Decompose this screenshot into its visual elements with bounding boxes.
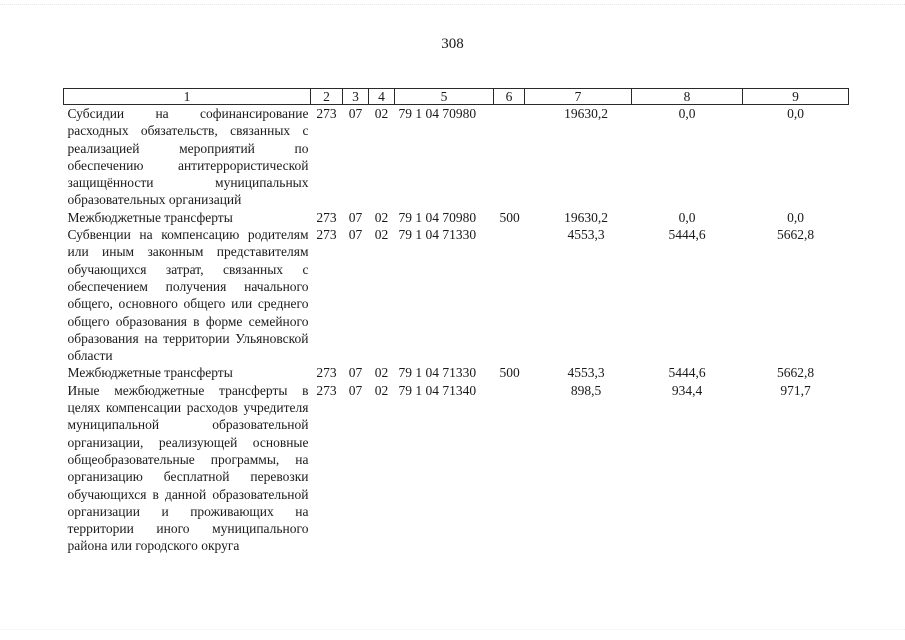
header-col-8: 8 xyxy=(632,89,743,105)
row-amount-col8: 0,0 xyxy=(678,106,696,121)
row-amount-col7: 4553,3 xyxy=(567,365,605,381)
row-name: Межбюджетные трансферты xyxy=(67,209,233,225)
row-target-article: 79 1 04 70980 xyxy=(398,106,477,121)
row-expense-type xyxy=(494,226,525,364)
row-expense-type xyxy=(494,382,525,555)
row-target-article: 79 1 04 70980 xyxy=(398,209,477,225)
row-amount-col9: 0,0 xyxy=(787,209,804,225)
row-admin-code: 273 xyxy=(316,227,337,243)
row-section: 07 xyxy=(348,382,363,398)
row-amount-col7: 4553,3 xyxy=(567,227,605,243)
row-amount-col9: 5662,8 xyxy=(776,365,815,381)
row-admin-code: 273 xyxy=(316,106,337,121)
row-section: 07 xyxy=(348,106,363,121)
row-subsection: 02 xyxy=(374,106,389,121)
row-expense-type: 500 xyxy=(499,365,520,381)
header-col-2: 2 xyxy=(311,89,343,105)
row-amount-col8: 5444,6 xyxy=(668,365,706,381)
budget-table xyxy=(63,88,849,555)
table-row xyxy=(64,226,849,364)
header-col-1: 1 xyxy=(64,89,311,105)
header-col-5: 5 xyxy=(395,89,494,105)
row-admin-code: 273 xyxy=(316,209,337,225)
row-name: Иные межбюджетные трансферты в целях компенсации расходов учредителя муниципальной образовательной организации, реализующей основные общеобразовательные программы, на организацию бесплатной перевозки обучающихся в данной образовательной организации и проживающих на территории иного муниципального района или городского округа xyxy=(67,382,309,554)
header-col-9: 9 xyxy=(743,89,849,105)
row-section: 07 xyxy=(348,365,363,381)
row-expense-type xyxy=(494,105,525,209)
row-amount-col8: 5444,6 xyxy=(668,227,706,243)
scan-noise-bottom xyxy=(0,629,905,632)
table-row xyxy=(64,364,849,381)
row-amount-col7: 19630,2 xyxy=(564,209,608,225)
header-col-6: 6 xyxy=(494,89,525,105)
row-admin-code: 273 xyxy=(316,382,337,398)
row-section: 07 xyxy=(348,209,363,225)
row-amount-col9: 971,7 xyxy=(780,382,811,398)
row-subsection: 02 xyxy=(374,227,389,243)
row-target-article: 79 1 04 71330 xyxy=(398,227,477,243)
table-row xyxy=(64,209,849,226)
row-section: 07 xyxy=(348,227,363,243)
row-amount-col7: 19630,2 xyxy=(564,106,608,121)
row-name: Субсидии на софинансирование расходных обязательств, связанных с реализацией мероприятий по обеспечению антитеррористической защищённости муниципальных образовательных организаций xyxy=(67,106,309,208)
row-target-article: 79 1 04 71330 xyxy=(398,365,477,381)
header-col-3: 3 xyxy=(343,89,369,105)
row-subsection: 02 xyxy=(374,365,389,381)
header-col-4: 4 xyxy=(369,89,395,105)
page-number: 308 xyxy=(441,36,464,52)
row-subsection: 02 xyxy=(374,382,389,398)
row-amount-col8: 934,4 xyxy=(671,382,703,398)
row-expense-type: 500 xyxy=(499,209,520,225)
row-subsection: 02 xyxy=(374,209,389,225)
scan-noise-top xyxy=(0,4,905,11)
header-row xyxy=(64,89,849,105)
header-col-7: 7 xyxy=(525,89,632,105)
row-amount-col7: 898,5 xyxy=(570,382,602,398)
row-target-article: 79 1 04 71340 xyxy=(398,382,477,398)
row-admin-code: 273 xyxy=(316,365,337,381)
row-amount-col9: 5662,8 xyxy=(776,227,815,243)
row-amount-col8: 0,0 xyxy=(678,209,696,225)
row-name: Межбюджетные трансферты xyxy=(67,365,233,381)
row-name: Субвенции на компенсацию родителям или иным законным представителям обучающихся затрат, связанных с обеспечением получения начального общего, основного общего или среднего общего образования в форме семейного образования на территории Ульяновской области xyxy=(67,227,309,364)
table-row xyxy=(64,105,849,209)
table-row xyxy=(64,382,849,555)
row-amount-col9: 0,0 xyxy=(787,106,804,121)
